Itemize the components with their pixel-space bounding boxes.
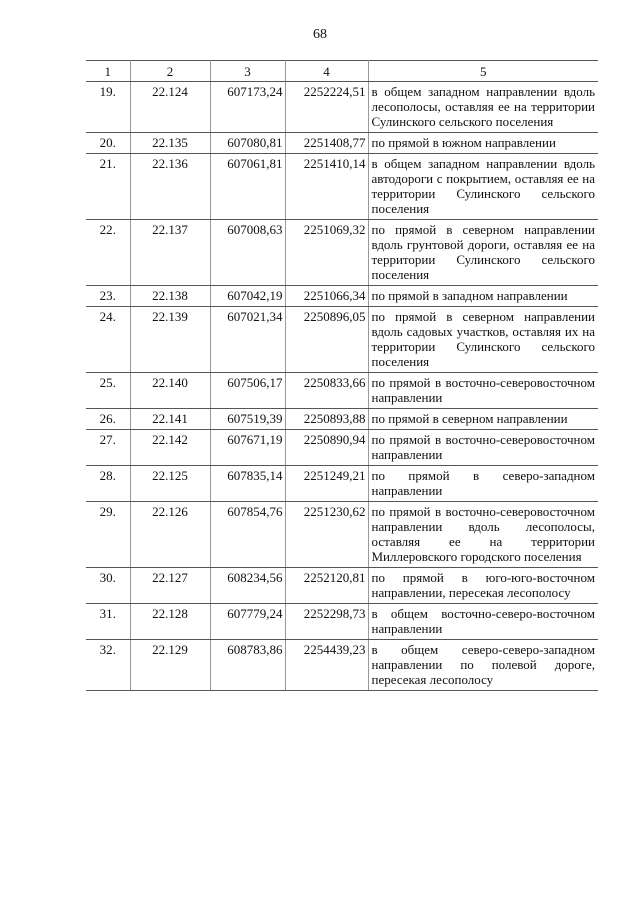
direction-description: по прямой в северо-западном направлении bbox=[368, 466, 598, 502]
coord-y: 2251066,34 bbox=[285, 286, 368, 307]
coord-x: 607042,19 bbox=[210, 286, 285, 307]
coord-x: 607080,81 bbox=[210, 133, 285, 154]
table-row bbox=[86, 133, 598, 154]
coord-x: 607854,76 bbox=[210, 502, 285, 568]
direction-description: в общем северо-северо-западном направлении по полевой дороге, пересекая лесополосу bbox=[368, 640, 598, 691]
header-col-5: 5 bbox=[368, 61, 598, 82]
coord-y: 2250893,88 bbox=[285, 409, 368, 430]
table-row bbox=[86, 307, 598, 373]
row-number: 22. bbox=[86, 220, 130, 286]
point-id: 22.141 bbox=[130, 409, 210, 430]
point-id: 22.142 bbox=[130, 430, 210, 466]
direction-description: в общем западном направлении вдоль лесополосы, оставляя ее на территории Сулинского сельского поселения bbox=[368, 82, 598, 133]
coord-y: 2252298,73 bbox=[285, 604, 368, 640]
point-id: 22.129 bbox=[130, 640, 210, 691]
direction-description: по прямой в восточно-северовосточном направлении bbox=[368, 430, 598, 466]
point-id: 22.125 bbox=[130, 466, 210, 502]
table-row bbox=[86, 640, 598, 691]
coord-y: 2254439,23 bbox=[285, 640, 368, 691]
header-col-3: 3 bbox=[210, 61, 285, 82]
coord-y: 2251408,77 bbox=[285, 133, 368, 154]
table-body bbox=[86, 82, 598, 691]
coord-y: 2251410,14 bbox=[285, 154, 368, 220]
coord-x: 607835,14 bbox=[210, 466, 285, 502]
row-number: 24. bbox=[86, 307, 130, 373]
point-id: 22.124 bbox=[130, 82, 210, 133]
coord-y: 2251249,21 bbox=[285, 466, 368, 502]
coord-x: 607779,24 bbox=[210, 604, 285, 640]
coord-y: 2250896,05 bbox=[285, 307, 368, 373]
coord-x: 607021,34 bbox=[210, 307, 285, 373]
direction-description: по прямой в южном направлении bbox=[368, 133, 598, 154]
table-row bbox=[86, 466, 598, 502]
point-id: 22.137 bbox=[130, 220, 210, 286]
point-id: 22.139 bbox=[130, 307, 210, 373]
direction-description: по прямой в северном направлении bbox=[368, 409, 598, 430]
boundary-points-table bbox=[86, 60, 598, 691]
table-row bbox=[86, 430, 598, 466]
header-col-1: 1 bbox=[86, 61, 130, 82]
table-row bbox=[86, 568, 598, 604]
point-id: 22.138 bbox=[130, 286, 210, 307]
row-number: 31. bbox=[86, 604, 130, 640]
table-header bbox=[86, 61, 598, 82]
row-number: 25. bbox=[86, 373, 130, 409]
direction-description: в общем восточно-северо-восточном направлении bbox=[368, 604, 598, 640]
coord-x: 607506,17 bbox=[210, 373, 285, 409]
table-row bbox=[86, 409, 598, 430]
table-row bbox=[86, 604, 598, 640]
header-col-2: 2 bbox=[130, 61, 210, 82]
coord-y: 2250833,66 bbox=[285, 373, 368, 409]
row-number: 21. bbox=[86, 154, 130, 220]
coord-y: 2251230,62 bbox=[285, 502, 368, 568]
table-row bbox=[86, 373, 598, 409]
coord-y: 2252120,81 bbox=[285, 568, 368, 604]
point-id: 22.135 bbox=[130, 133, 210, 154]
row-number: 20. bbox=[86, 133, 130, 154]
row-number: 19. bbox=[86, 82, 130, 133]
table-row bbox=[86, 154, 598, 220]
coord-x: 607671,19 bbox=[210, 430, 285, 466]
row-number: 29. bbox=[86, 502, 130, 568]
row-number: 30. bbox=[86, 568, 130, 604]
coord-y: 2252224,51 bbox=[285, 82, 368, 133]
coord-x: 607173,24 bbox=[210, 82, 285, 133]
direction-description: по прямой в восточно-северовосточном направлении вдоль лесополосы, оставляя ее на территории Миллеровского городского поселения bbox=[368, 502, 598, 568]
header-col-4: 4 bbox=[285, 61, 368, 82]
table-row bbox=[86, 502, 598, 568]
point-id: 22.140 bbox=[130, 373, 210, 409]
table-row bbox=[86, 286, 598, 307]
row-number: 32. bbox=[86, 640, 130, 691]
page-number: 68 bbox=[313, 27, 327, 42]
coord-y: 2251069,32 bbox=[285, 220, 368, 286]
table-row bbox=[86, 82, 598, 133]
coord-x: 608783,86 bbox=[210, 640, 285, 691]
row-number: 23. bbox=[86, 286, 130, 307]
coord-x: 607008,63 bbox=[210, 220, 285, 286]
coord-x: 608234,56 bbox=[210, 568, 285, 604]
row-number: 28. bbox=[86, 466, 130, 502]
header-row bbox=[86, 61, 598, 82]
coord-y: 2250890,94 bbox=[285, 430, 368, 466]
direction-description: в общем западном направлении вдоль автодороги с покрытием, оставляя ее на территории Сулинского сельского поселения bbox=[368, 154, 598, 220]
coord-x: 607061,81 bbox=[210, 154, 285, 220]
coord-x: 607519,39 bbox=[210, 409, 285, 430]
point-id: 22.126 bbox=[130, 502, 210, 568]
table-row bbox=[86, 220, 598, 286]
direction-description: по прямой в северном направлении вдоль садовых участков, оставляя их на территории Сулинского сельского поселения bbox=[368, 307, 598, 373]
direction-description: по прямой в восточно-северовосточном направлении bbox=[368, 373, 598, 409]
point-id: 22.136 bbox=[130, 154, 210, 220]
row-number: 27. bbox=[86, 430, 130, 466]
point-id: 22.128 bbox=[130, 604, 210, 640]
direction-description: по прямой в западном направлении bbox=[368, 286, 598, 307]
point-id: 22.127 bbox=[130, 568, 210, 604]
direction-description: по прямой в юго-юго-восточном направлении, пересекая лесополосу bbox=[368, 568, 598, 604]
row-number: 26. bbox=[86, 409, 130, 430]
direction-description: по прямой в северном направлении вдоль грунтовой дороги, оставляя ее на территории Сулинского сельского поселения bbox=[368, 220, 598, 286]
